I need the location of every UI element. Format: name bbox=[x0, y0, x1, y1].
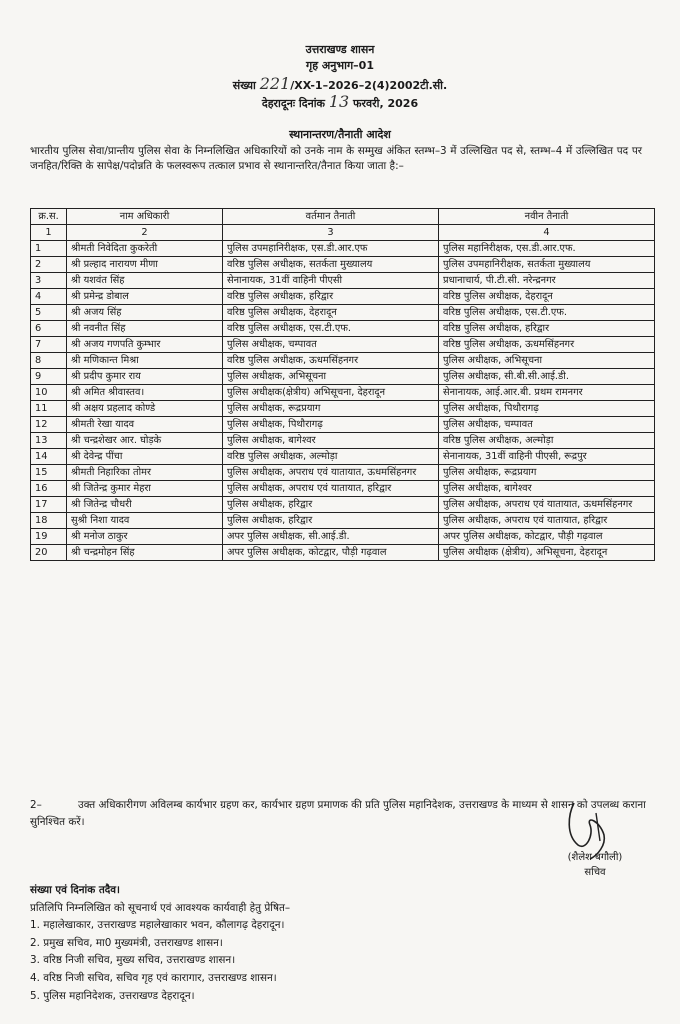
table-row bbox=[31, 369, 655, 385]
cell-officer-name: श्री अक्षय प्रहलाद कोण्डे bbox=[67, 401, 223, 417]
table-row bbox=[31, 305, 655, 321]
cell-officer-name: श्री अजय सिंह bbox=[67, 305, 223, 321]
cell-officer-name: श्रीमती निहारिका तोमर bbox=[67, 465, 223, 481]
intro-paragraph: भारतीय पुलिस सेवा/प्रान्तीय पुलिस सेवा के निम्नलिखित अधिकारियों को उनके नाम के सम्मुख अंकित स्तम्भ–3 में उल्लिखित पद से, स्तम्भ–4 में उल्लिखित पद पर जनहित/रिक्ति के सापेक्ष/पदोन्नति के फलस्वरूप तत्काल प्रभाव से स्थानान्तरित/तैनात किया जाता है:– bbox=[30, 145, 642, 172]
copy-item: 1. महालेखाकार, उत्तराखण्ड महालेखाकार भवन, कौलागढ़ देहरादून। bbox=[30, 919, 285, 932]
col-header-name: नाम अधिकारी bbox=[67, 209, 223, 225]
cell-current-posting: पुलिस उपमहानिरीक्षक, एस.डी.आर.एफ bbox=[223, 241, 439, 257]
cell-serial: 9 bbox=[31, 369, 67, 385]
cell-new-posting: पुलिस अधीक्षक, सी.बी.सी.आई.डी. bbox=[439, 369, 655, 385]
cell-serial: 17 bbox=[31, 497, 67, 513]
cell-serial: 13 bbox=[31, 433, 67, 449]
cell-officer-name: श्री अमित श्रीवास्तव। bbox=[67, 385, 223, 401]
table-row bbox=[31, 385, 655, 401]
transfer-table bbox=[30, 208, 655, 561]
cell-officer-name: श्री मनोज ठाकुर bbox=[67, 529, 223, 545]
order-date-suffix: फरवरी, 2026 bbox=[353, 97, 419, 110]
table-row bbox=[31, 449, 655, 465]
cell-new-posting: पुलिस अधीक्षक, बागेश्वर bbox=[439, 481, 655, 497]
col-header-new: नवीन तैनाती bbox=[439, 209, 655, 225]
table-row bbox=[31, 433, 655, 449]
instruction-paragraph bbox=[30, 797, 650, 831]
cell-officer-name: श्री जितेन्द्र कुमार मेहरा bbox=[67, 481, 223, 497]
table-row bbox=[31, 337, 655, 353]
order-number-handwritten: 221 bbox=[259, 74, 291, 93]
cell-new-posting: पुलिस अधीक्षक, अपराध एवं यातायात, ऊधमसिंहनगर bbox=[439, 497, 655, 513]
cell-current-posting: सेनानायक, 31वीं वाहिनी पीएसी bbox=[223, 273, 439, 289]
cell-new-posting: वरिष्ठ पुलिस अधीक्षक, एस.टी.एफ. bbox=[439, 305, 655, 321]
copy-item: 2. प्रमुख सचिव, मा0 मुख्यमंत्री, उत्तराखण्ड शासन। bbox=[30, 936, 223, 949]
section-heading: गृह अनुभाग–01 bbox=[306, 59, 374, 72]
cell-serial: 20 bbox=[31, 545, 67, 561]
cell-officer-name: श्री यशवंत सिंह bbox=[67, 273, 223, 289]
cell-officer-name: श्रीमती निवेदिता कुकरेती bbox=[67, 241, 223, 257]
table-header-row bbox=[31, 209, 655, 225]
copy-to-section bbox=[30, 882, 650, 1005]
para-number: 2– bbox=[30, 799, 42, 811]
govt-heading: उत्तराखण्ड शासन bbox=[305, 43, 375, 56]
cell-current-posting: वरिष्ठ पुलिस अधीक्षक, ऊधमसिंहनगर bbox=[223, 353, 439, 369]
cell-serial: 15 bbox=[31, 465, 67, 481]
cell-officer-name: श्री प्रल्हाद नारायण मीणा bbox=[67, 257, 223, 273]
cell-serial: 12 bbox=[31, 417, 67, 433]
cell-serial: 18 bbox=[31, 513, 67, 529]
col-number: 1 bbox=[31, 225, 67, 241]
cell-new-posting: पुलिस अधीक्षक, रूद्रप्रयाग bbox=[439, 465, 655, 481]
cell-new-posting: पुलिस अधीक्षक, अपराध एवं यातायात, हरिद्वार bbox=[439, 513, 655, 529]
table-row bbox=[31, 353, 655, 369]
cell-current-posting: पुलिस अधीक्षक, अपराध एवं यातायात, ऊधमसिंहनगर bbox=[223, 465, 439, 481]
col-number: 2 bbox=[67, 225, 223, 241]
cell-serial: 11 bbox=[31, 401, 67, 417]
table-row bbox=[31, 497, 655, 513]
col-number: 4 bbox=[439, 225, 655, 241]
cell-new-posting: पुलिस उपमहानिरीक्षक, सतर्कता मुख्यालय bbox=[439, 257, 655, 273]
copy-intro: प्रतिलिपि निम्नलिखित को सूचनार्थ एवं आवश्यक कार्यवाही हेतु प्रेषित– bbox=[30, 901, 291, 914]
copy-item: 3. वरिष्ठ निजी सचिव, मुख्य सचिव, उत्तराखण्ड शासन। bbox=[30, 954, 236, 967]
cell-officer-name: सुश्री निशा यादव bbox=[67, 513, 223, 529]
cell-serial: 14 bbox=[31, 449, 67, 465]
table-row bbox=[31, 401, 655, 417]
order-number bbox=[0, 74, 680, 93]
cell-current-posting: वरिष्ठ पुलिस अधीक्षक, हरिद्वार bbox=[223, 289, 439, 305]
cell-current-posting: वरिष्ठ पुलिस अधीक्षक, देहरादून bbox=[223, 305, 439, 321]
cell-current-posting: पुलिस अधीक्षक, हरिद्वार bbox=[223, 497, 439, 513]
cell-serial: 3 bbox=[31, 273, 67, 289]
cell-serial: 6 bbox=[31, 321, 67, 337]
cell-new-posting: वरिष्ठ पुलिस अधीक्षक, अल्मोड़ा bbox=[439, 433, 655, 449]
cell-officer-name: श्रीमती रेखा यादव bbox=[67, 417, 223, 433]
cell-officer-name: श्री प्रमेन्द्र डोबाल bbox=[67, 289, 223, 305]
copy-item: 4. वरिष्ठ निजी सचिव, सचिव गृह एवं कारागार, उत्तराखण्ड शासन। bbox=[30, 971, 277, 984]
order-title: स्थानान्तरण/तैनाती आदेश bbox=[289, 128, 391, 141]
cell-current-posting: पुलिस अधीक्षक(क्षेत्रीय) अभिसूचना, देहरादून bbox=[223, 385, 439, 401]
copy-heading: संख्या एवं दिनांक तदैव। bbox=[30, 884, 120, 896]
cell-officer-name: श्री देवेन्द्र पींचा bbox=[67, 449, 223, 465]
cell-officer-name: श्री चन्द्रमोहन सिंह bbox=[67, 545, 223, 561]
cell-serial: 10 bbox=[31, 385, 67, 401]
table-row bbox=[31, 289, 655, 305]
cell-serial: 7 bbox=[31, 337, 67, 353]
cell-current-posting: पुलिस अधीक्षक, चम्पावत bbox=[223, 337, 439, 353]
table-row bbox=[31, 465, 655, 481]
table-row bbox=[31, 257, 655, 273]
signatory-block bbox=[540, 850, 650, 880]
cell-current-posting: पुलिस अधीक्षक, पिथौरागढ़ bbox=[223, 417, 439, 433]
table-row bbox=[31, 529, 655, 545]
para-text: उक्त अधिकारीगण अविलम्ब कार्यभार ग्रहण कर, कार्यभार ग्रहण प्रमाणक की प्रति पुलिस महानिदेशक, उत्तराखण्ड के माध्यम से शासन को उपलब्ध कराना सुनिश्चित करें। bbox=[30, 799, 646, 828]
cell-current-posting: वरिष्ठ पुलिस अधीक्षक, सतर्कता मुख्यालय bbox=[223, 257, 439, 273]
cell-current-posting: पुलिस अधीक्षक, अपराध एवं यातायात, हरिद्वार bbox=[223, 481, 439, 497]
cell-serial: 16 bbox=[31, 481, 67, 497]
cell-officer-name: श्री चन्द्रशेखर आर. घोड़के bbox=[67, 433, 223, 449]
cell-current-posting: पुलिस अधीक्षक, बागेश्वर bbox=[223, 433, 439, 449]
cell-serial: 8 bbox=[31, 353, 67, 369]
cell-officer-name: श्री जितेन्द्र चौधरी bbox=[67, 497, 223, 513]
table-row bbox=[31, 481, 655, 497]
cell-new-posting: प्रधानाचार्य, पी.टी.सी. नरेन्द्रनगर bbox=[439, 273, 655, 289]
cell-officer-name: श्री अजय गणपति कुम्भार bbox=[67, 337, 223, 353]
table-row bbox=[31, 241, 655, 257]
cell-officer-name: श्री नवनीत सिंह bbox=[67, 321, 223, 337]
cell-current-posting: वरिष्ठ पुलिस अधीक्षक, एस.टी.एफ. bbox=[223, 321, 439, 337]
col-number: 3 bbox=[223, 225, 439, 241]
cell-current-posting: अपर पुलिस अधीक्षक, सी.आई.डी. bbox=[223, 529, 439, 545]
col-header-serial: क्र.स. bbox=[31, 209, 67, 225]
cell-new-posting: अपर पुलिस अधीक्षक, कोटद्वार, पौड़ी गढ़वाल bbox=[439, 529, 655, 545]
cell-current-posting: पुलिस अधीक्षक, रूद्रप्रयाग bbox=[223, 401, 439, 417]
table-row bbox=[31, 545, 655, 561]
cell-current-posting: वरिष्ठ पुलिस अधीक्षक, अल्मोड़ा bbox=[223, 449, 439, 465]
table-colnum-row bbox=[31, 225, 655, 241]
cell-serial: 1 bbox=[31, 241, 67, 257]
cell-new-posting: वरिष्ठ पुलिस अधीक्षक, हरिद्वार bbox=[439, 321, 655, 337]
col-header-current: वर्तमान तैनाती bbox=[223, 209, 439, 225]
copy-item: 5. पुलिस महानिदेशक, उत्तराखण्ड देहरादून। bbox=[30, 989, 195, 1002]
order-date-prefix: देहरादूनः दिनांक bbox=[261, 97, 325, 110]
cell-new-posting: सेनानायक, आई.आर.बी. प्रथम रामनगर bbox=[439, 385, 655, 401]
cell-officer-name: श्री प्रदीप कुमार राय bbox=[67, 369, 223, 385]
cell-serial: 19 bbox=[31, 529, 67, 545]
cell-current-posting: पुलिस अधीक्षक, अभिसूचना bbox=[223, 369, 439, 385]
cell-serial: 5 bbox=[31, 305, 67, 321]
order-number-suffix: /XX-1–2026–2(4)2002टी.सी. bbox=[290, 79, 448, 92]
signatory-name: (शैलेश बगौली) bbox=[567, 852, 623, 863]
table-row bbox=[31, 273, 655, 289]
cell-new-posting: वरिष्ठ पुलिस अधीक्षक, देहरादून bbox=[439, 289, 655, 305]
table-row bbox=[31, 513, 655, 529]
order-number-prefix: संख्या bbox=[232, 79, 256, 92]
cell-new-posting: पुलिस अधीक्षक, चम्पावत bbox=[439, 417, 655, 433]
cell-new-posting: पुलिस अधीक्षक, अभिसूचना bbox=[439, 353, 655, 369]
cell-serial: 4 bbox=[31, 289, 67, 305]
cell-serial: 2 bbox=[31, 257, 67, 273]
table-body bbox=[31, 241, 655, 561]
cell-current-posting: पुलिस अधीक्षक, हरिद्वार bbox=[223, 513, 439, 529]
cell-new-posting: सेनानायक, 31वीं वाहिनी पीएसी, रूद्रपुर bbox=[439, 449, 655, 465]
order-date bbox=[0, 92, 680, 111]
cell-new-posting: पुलिस महानिरीक्षक, एस.डी.आर.एफ. bbox=[439, 241, 655, 257]
signatory-designation: सचिव bbox=[584, 867, 606, 878]
cell-current-posting: अपर पुलिस अधीक्षक, कोटद्वार, पौड़ी गढ़वाल bbox=[223, 545, 439, 561]
cell-new-posting: पुलिस अधीक्षक, पिथौरागढ़ bbox=[439, 401, 655, 417]
table-row bbox=[31, 417, 655, 433]
table-row bbox=[31, 321, 655, 337]
cell-officer-name: श्री मणिकान्त मिश्रा bbox=[67, 353, 223, 369]
cell-new-posting: पुलिस अधीक्षक (क्षेत्रीय), अभिसूचना, देहरादून bbox=[439, 545, 655, 561]
cell-new-posting: वरिष्ठ पुलिस अधीक्षक, ऊधमसिंहनगर bbox=[439, 337, 655, 353]
order-date-handwritten: 13 bbox=[328, 92, 350, 111]
